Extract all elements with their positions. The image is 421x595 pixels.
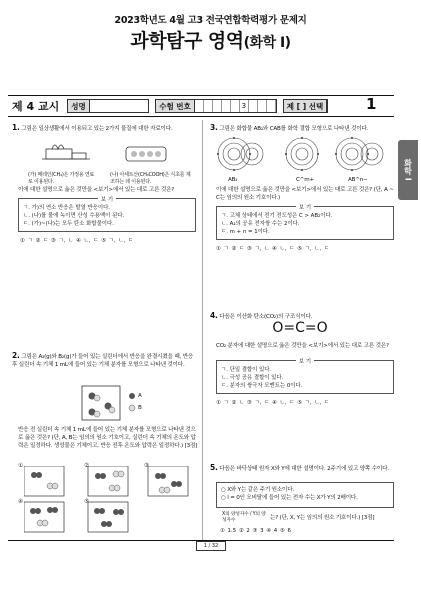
question-4-bogi-1: ㄱ. 단일 결합이 있다. bbox=[221, 367, 272, 373]
question-3-number: 3. bbox=[210, 123, 218, 132]
question-3-stem: 그림은 화합물 AB₂와 CAB를 화학 결합 모형으로 나타낸 것이다. bbox=[219, 126, 369, 132]
question-5-number: 5. bbox=[210, 463, 218, 472]
question-3-options[interactable]: ① ㄱ ② ㄷ ③ ㄱ, ㄴ ④ ㄴ, ㄷ ⑤ ㄱ, ㄴ, ㄷ bbox=[216, 246, 330, 252]
question-4-formula: O=C=O bbox=[272, 320, 328, 336]
question-4-bogi-2: ㄴ. 극성 공유 결합이 있다. bbox=[221, 375, 284, 381]
question-2-legend-b: B bbox=[138, 405, 142, 411]
question-5-stem: 다음은 바닥상태 원자 X와 Y에 대한 설명이다. 2주기에 있고 양쪽 수이다. bbox=[219, 466, 389, 472]
atom-a-legend-icon bbox=[129, 393, 135, 399]
question-5 bbox=[210, 464, 396, 473]
atom-b-legend-icon bbox=[129, 405, 135, 411]
question-5-options[interactable]: ① 1.5 ② 2 ③ 3 ④ 4 ⑤ 6 bbox=[220, 528, 291, 534]
header-info-row bbox=[12, 98, 392, 114]
subject-side-tab: 화학 I bbox=[398, 140, 418, 200]
question-1-bogi-3: ㄷ. (가)~(나)는 모두 탄소 화합물이다. bbox=[23, 221, 114, 227]
choice-box[interactable] bbox=[283, 99, 328, 113]
question-1-number: 1. bbox=[12, 123, 20, 132]
question-2-choice-3[interactable]: ③ bbox=[144, 463, 149, 469]
name-box[interactable] bbox=[67, 99, 149, 113]
question-2 bbox=[12, 352, 198, 369]
exam-number-label: 수험 번호 bbox=[156, 100, 195, 112]
question-3-bond-model bbox=[212, 134, 392, 176]
question-2-question: 반응 전 실린더 속 기체 1 mL에 들어 있는 기체 분자를 모형으로 나타낸 것으로 옳은 것은? (단, A, B는 임의의 원소 기호이고, 실린더 속 기체의 온도와 압력은 일정하다. 생성물은 기체이고, 반응 전후 온도와 압력은 일정하다.) [3점] bbox=[18, 427, 198, 449]
vinegar-bottle-icon bbox=[126, 147, 166, 161]
question-2-legend-a: A bbox=[138, 393, 142, 399]
question-4-bogi-3: ㄷ. 분자의 쌍극자 모멘트는 0이다. bbox=[221, 383, 303, 389]
exam-number-box[interactable] bbox=[155, 99, 277, 113]
question-1-bogi-1: ㄱ. 가)의 연소 반응은 발열 반응이다. bbox=[23, 205, 111, 211]
page-number: 1 bbox=[366, 95, 377, 113]
question-2-choice-2[interactable]: ② bbox=[84, 463, 89, 469]
question-1 bbox=[12, 124, 198, 133]
question-3 bbox=[210, 124, 396, 133]
question-4-bogi-title: 보 기 bbox=[296, 357, 314, 365]
question-1-caption-b: (나) 아세트산(CH₃COOH)은 식초를 제조하는 데 이용된다. bbox=[110, 172, 191, 185]
question-5-ratio: X의 양성자수 / Y의 양성자수 bbox=[222, 512, 266, 523]
question-3-label-ab: AB^n− bbox=[348, 177, 368, 183]
footer-page: 1 bbox=[203, 543, 207, 549]
question-4-stem: 다음은 이산화 탄소(CO₂)의 구조식이다. bbox=[219, 314, 313, 320]
question-1-caption-a: (가) 메테인(CH₄)은 가정용 연료로 이용된다. bbox=[28, 172, 95, 185]
question-1-figures bbox=[38, 135, 188, 171]
choice-label: 제 [ ] 선택 bbox=[284, 100, 327, 112]
question-2-product-figure bbox=[80, 384, 170, 424]
question-2-choice-4[interactable]: ④ bbox=[18, 499, 23, 505]
question-3-label-c: C^m+ bbox=[296, 177, 314, 183]
exam-title bbox=[0, 26, 421, 53]
question-3-bogi-box bbox=[216, 206, 394, 240]
question-2-choice-figures bbox=[24, 466, 194, 536]
exam-number-digit: 3 bbox=[240, 100, 249, 112]
question-2-number: 2. bbox=[12, 351, 20, 360]
question-1-options[interactable]: ① ㄱ ② ㄷ ③ ㄱ, ㄴ ④ ㄴ, ㄷ ⑤ ㄱ, ㄴ, ㄷ bbox=[20, 238, 134, 244]
question-5-info-2: ○ l = 0인 오비탈에 들어 있는 전자 수는 X가 Y의 2배이다. bbox=[221, 495, 358, 501]
period-label: 제 4 교시 bbox=[12, 100, 60, 113]
question-2-choice-1[interactable]: ① bbox=[18, 463, 23, 469]
footer-page-box: 1 / 32 bbox=[196, 541, 226, 551]
question-3-label-ab2: AB₂ bbox=[228, 177, 238, 183]
question-4-bogi-box bbox=[216, 360, 394, 394]
exam-title-main: 과학탐구 영역 bbox=[130, 30, 244, 52]
question-3-bogi-title: 보 기 bbox=[296, 203, 314, 211]
name-label: 성명 bbox=[68, 100, 90, 112]
question-3-bogi-2: ㄴ. A₂의 공유 전자쌍 수는 2이다. bbox=[221, 221, 300, 227]
question-1-stem: 그림은 일상생활에서 이용되고 있는 2가지 물질에 대한 자료이다. bbox=[21, 126, 173, 132]
question-2-choice-5[interactable]: ⑤ bbox=[84, 499, 89, 505]
question-5-info-box bbox=[216, 482, 394, 508]
question-1-question: 이에 대한 설명으로 옳은 것만을 <보기>에서 있는 대로 고른 것은? bbox=[18, 187, 175, 193]
gas-stove-icon bbox=[42, 145, 90, 159]
header-bottom-rule bbox=[8, 116, 394, 117]
question-4-number: 4. bbox=[210, 311, 218, 320]
question-5-info-1: ○ X와 Y는 같은 주기 원소이다. bbox=[221, 487, 295, 493]
question-4-question: CO₂ 분자에 대한 설명으로 옳은 것만을 <보기>에서 있는 대로 고른 것은? bbox=[216, 343, 389, 349]
question-1-bogi-box bbox=[18, 198, 196, 232]
question-4-options[interactable]: ① ㄱ ② ㄴ ③ ㄱ, ㄷ ④ ㄴ, ㄷ ⑤ ㄱ, ㄴ, ㄷ bbox=[216, 400, 330, 406]
footer-total: 32 bbox=[211, 543, 219, 549]
question-5-question: 는? (단, X, Y는 임의의 원소 기호이다.) [3점] bbox=[270, 515, 375, 521]
question-3-question: 이에 대한 설명으로 옳은 것만을 <보기>에서 있는 대로 고른 것은? (단, A ~ C는 임의의 원소 기호이다.) bbox=[216, 187, 394, 201]
question-2-stem: 그림은 A₂(g)와 B₂(g)가 들어 있는 실린더에서 반응을 완결시켰을 때, 반응 후 실린더 속 기체 1 mL에 들어 있는 기체 분자를 모형으로 나타낸 것이다. bbox=[12, 354, 194, 368]
question-3-bogi-1: ㄱ. 고체 상태에서 전기 전도성은 C > AB₂이다. bbox=[221, 213, 333, 219]
question-3-bogi-3: ㄷ. m + n = 1이다. bbox=[221, 229, 270, 235]
question-1-bogi-2: ㄴ. (나)를 물에 녹이면 산성 수용액이 된다. bbox=[23, 213, 125, 219]
exam-subtitle: 2023학년도 4월 고3 전국연합학력평가 문제지 bbox=[114, 15, 307, 26]
question-1-bogi-title: 보 기 bbox=[98, 195, 116, 203]
header-top-rule bbox=[8, 95, 394, 96]
exam-title-sub: (화학 I) bbox=[243, 35, 291, 51]
